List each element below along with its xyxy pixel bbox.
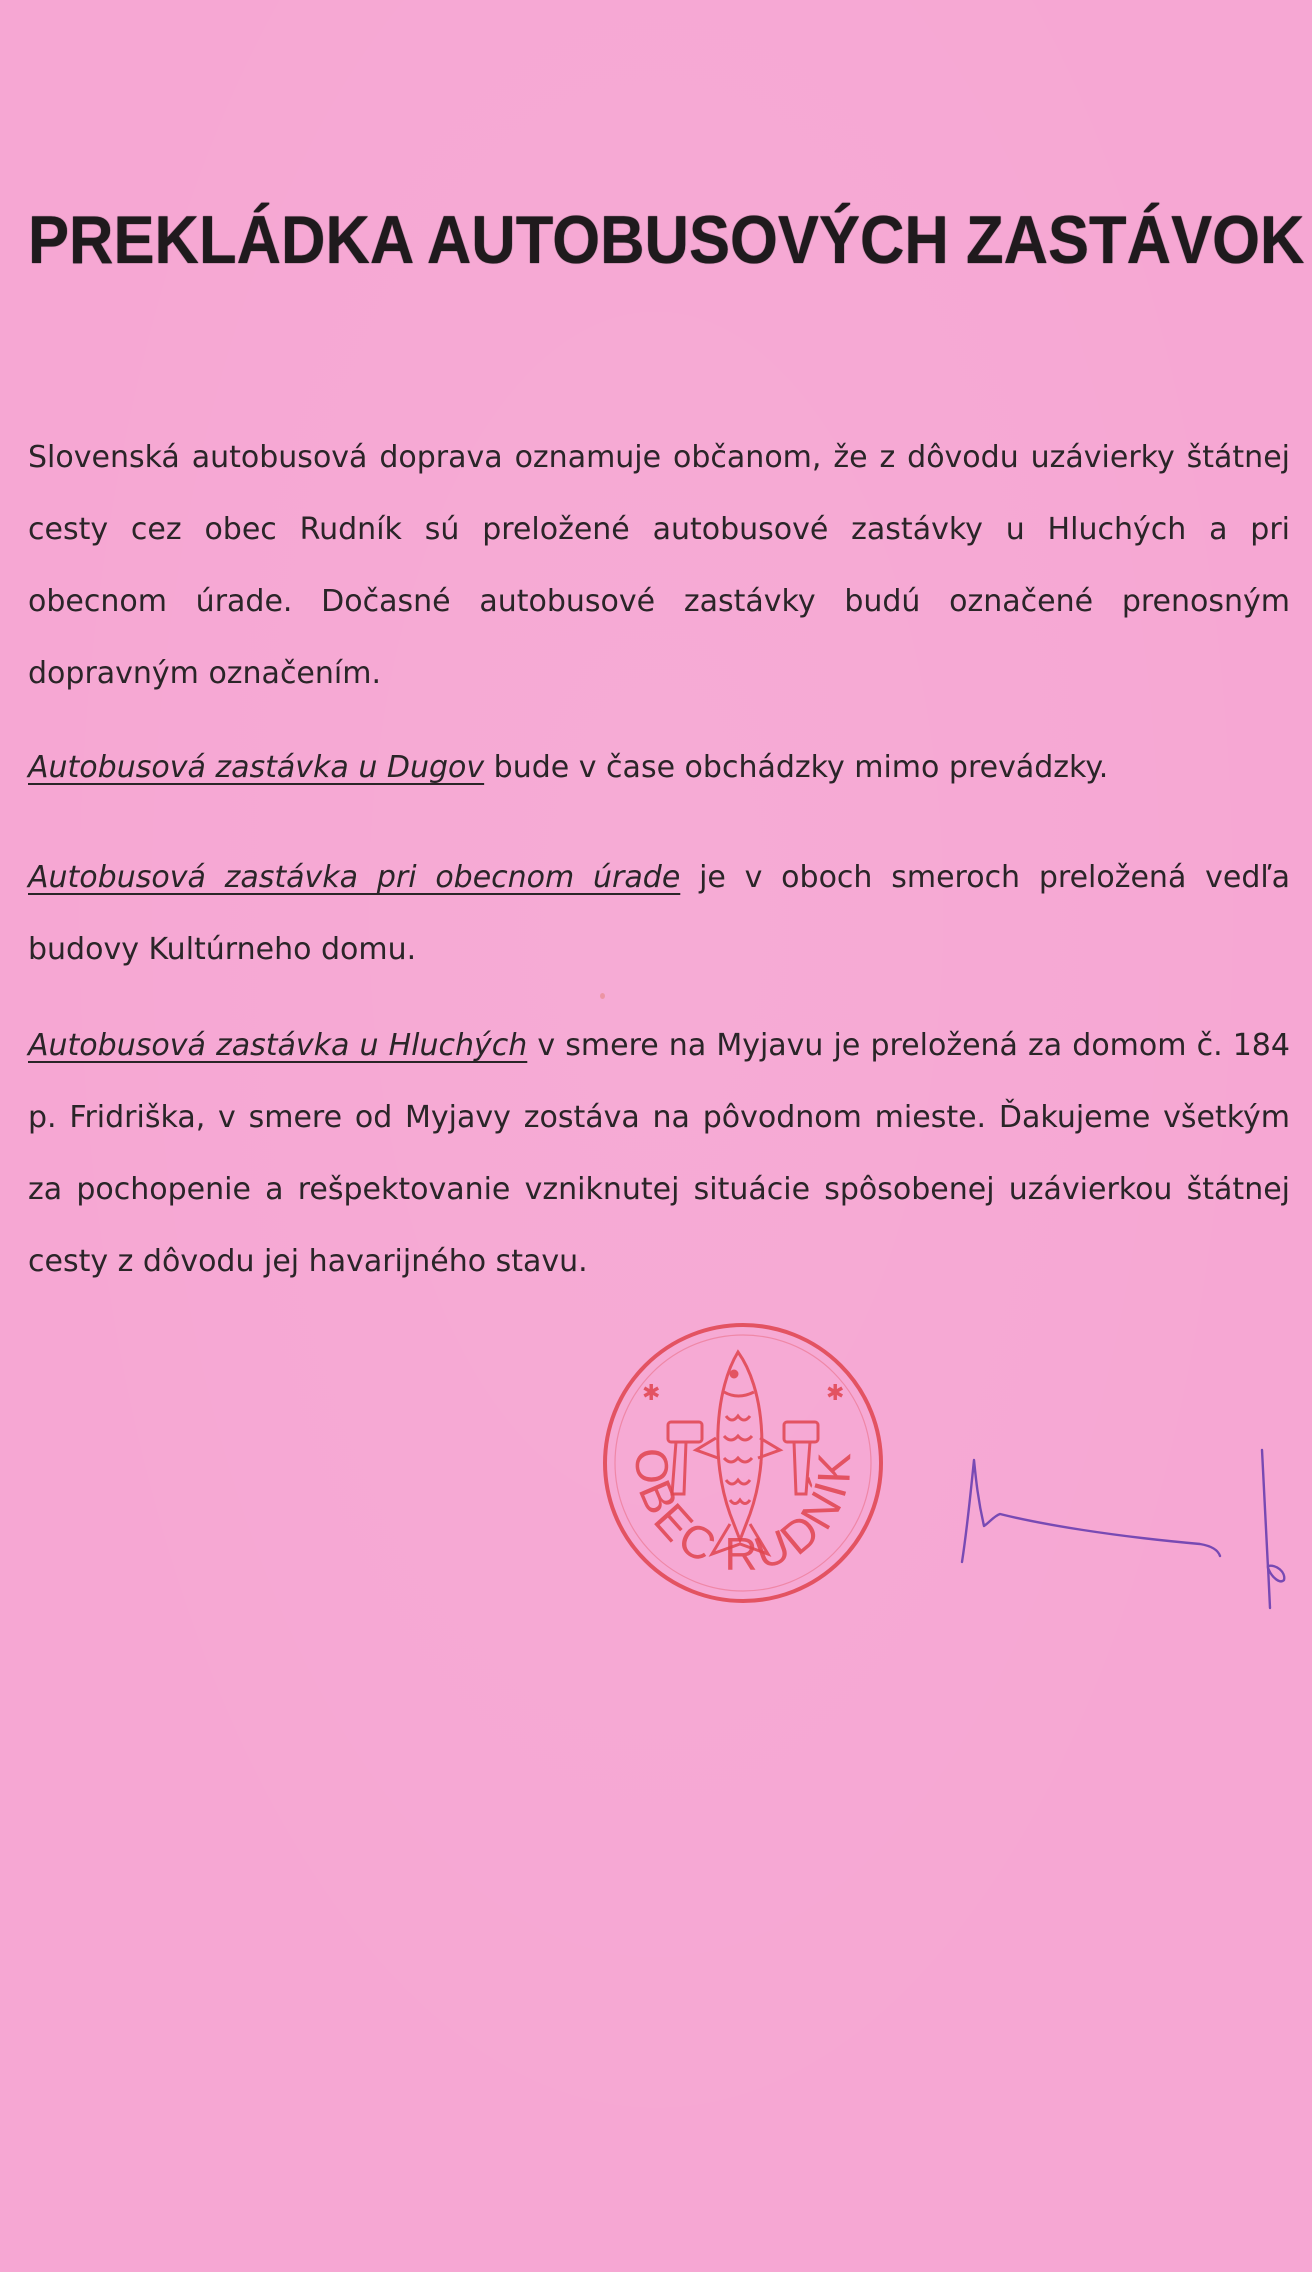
stop-dugov-text: bude v čase obchádzky mimo prevádzky. (484, 750, 1109, 785)
stop-urad-text: je v oboch smeroch preložená vedľa budovy Kultúrneho domu. (28, 860, 1290, 967)
stop-hluchych-text: v smere na Myjavu je preložená za domom č. 184 p. Fridriška, v smere od Myjavy zostáva na pôvodnom mieste. Ďakujeme všetkým za pochopenie a rešpektovanie vzniknutej situácie spôsobenej uzávierkou štátnej cesty z dôvodu jej havarijného stavu. (28, 1028, 1290, 1279)
stop-dugov-heading: Autobusová zastávka u Dugov (28, 750, 485, 785)
stop-hluchych-heading: Autobusová zastávka u Hluchých (28, 1028, 528, 1063)
svg-text:✱: ✱ (826, 1381, 845, 1406)
notice-title: PREKLÁDKA AUTOBUSOVÝCH ZASTÁVOK (28, 202, 1305, 278)
stamp-text: OBEC RUDNÍK (625, 1446, 861, 1580)
signature (950, 1440, 1290, 1620)
stop-urad-heading: Autobusová zastávka pri obecnom úrade (28, 860, 681, 895)
svg-text:✱: ✱ (642, 1381, 661, 1406)
paragraph-intro: Slovenská autobusová doprava oznamuje občanom, že z dôvodu uzávierky štátnej cesty cez obec Rudník sú preložené autobusové zastávky u Hluchých a pri obecnom úrade. Dočasné autobusové zastávky budú označené prenosným dopravným označením. (28, 440, 1290, 691)
paper-speck (600, 993, 605, 999)
paragraph-urad (28, 842, 1290, 986)
paragraph-dugov (28, 732, 1290, 804)
paragraph-hluchych (28, 1010, 1290, 1298)
official-stamp (598, 1318, 888, 1608)
